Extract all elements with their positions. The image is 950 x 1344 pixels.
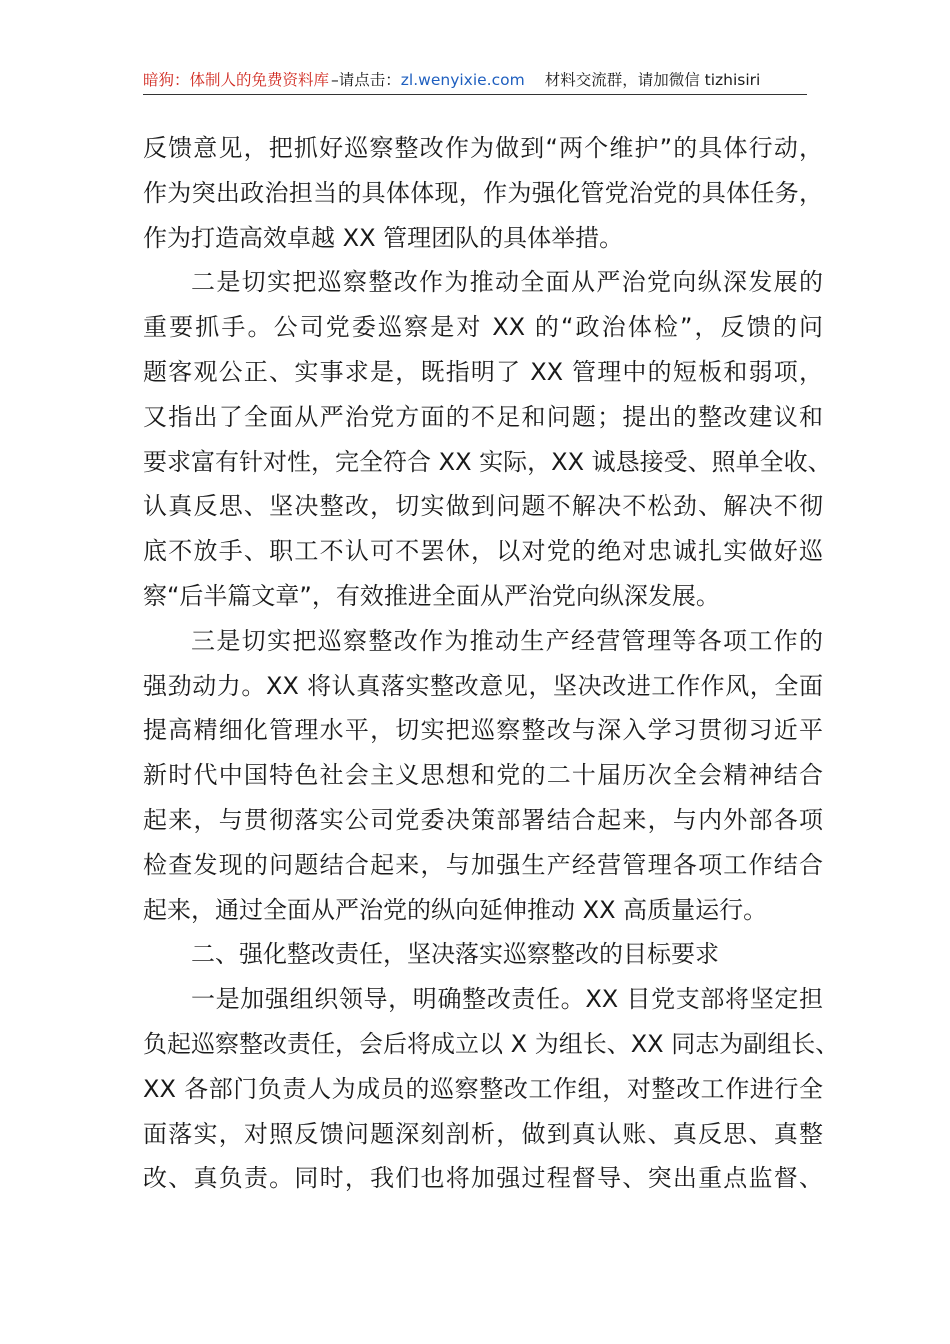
text-line: 面落实，对照反馈问题深刻剖析，做到真认账、真反思、真整 — [143, 1119, 823, 1148]
text-line: 起来，与贯彻落实公司党委决策部署结合起来，与内外部各项 — [143, 805, 823, 834]
text-line: 检查发现的问题结合起来，与加强生产经营管理各项工作结合 — [143, 850, 823, 879]
header-url-link[interactable]: zl.wenyixie.com — [400, 71, 525, 89]
text-line: 察“后半篇文章”，有效推进全面从严治党向纵深发展。 — [143, 581, 720, 610]
text-line: 提高精细化管理水平，切实把巡察整改与深入学习贯彻习近平 — [143, 716, 823, 745]
document-body — [143, 126, 840, 1201]
header-click-prompt: –请点击： — [331, 71, 401, 89]
text-line: 三是切实把巡察整改作为推动生产经营管理等各项工作的 — [191, 626, 823, 655]
text-line: 重要抓手。公司党委巡察是对 XX 的“政治体检”，反馈的问 — [143, 313, 823, 342]
text-line: 作为打造高效卓越 XX 管理团队的具体举措。 — [143, 223, 624, 252]
text-line: 起来，通过全面从严治党的纵向延伸推动 XX 高质量运行。 — [143, 895, 768, 924]
text-line: 改、真负责。同时，我们也将加强过程督导、突出重点监督、 — [143, 1164, 823, 1193]
text-line: 二是切实把巡察整改作为推动全面从严治党向纵深发展的 — [191, 268, 823, 297]
text-line: 又指出了全面从严治党方面的不足和问题；提出的整改建议和 — [143, 402, 823, 431]
text-line: 新时代中国特色社会主义思想和党的二十届历次全会精神结合 — [143, 761, 823, 790]
text-line: 一是加强组织领导，明确整改责任。XX 目党支部将坚定担 — [191, 985, 823, 1014]
header-wechat-note: 材料交流群，请加微信 tizhisiri — [544, 71, 761, 89]
text-line: 底不放手、职工不认可不罢休，以对党的绝对忠诚扎实做好巡 — [143, 537, 823, 566]
header-brand: 暗狗：体制人的免费资料库 — [143, 71, 330, 89]
text-line: 认真反思、坚决整改，切实做到问题不解决不松劲、解决不彻 — [143, 492, 823, 521]
text-line: XX 各部门负责人为成员的巡察整改工作组，对整改工作进行全 — [143, 1074, 823, 1103]
text-line: 作为突出政治担当的具体体现，作为强化管党治党的具体任务， — [143, 178, 823, 207]
text-line: 反馈意见，把抓好巡察整改作为做到“两个维护”的具体行动， — [143, 134, 823, 162]
section-heading: 二、强化整改责任，坚决落实巡察整改的目标要求 — [191, 940, 719, 969]
text-line: 题客观公正、实事求是，既指明了 XX 管理中的短板和弱项， — [143, 357, 823, 386]
text-line: 强劲动力。XX 将认真落实整改意见，坚决改进工作作风，全面 — [143, 671, 823, 700]
page-header — [143, 66, 807, 95]
text-line: 负起巡察整改责任，会后将成立以 X 为组长、XX 同志为副组长、 — [143, 1029, 840, 1058]
text-line: 要求富有针对性，完全符合 XX 实际，XX 诚恳接受、照单全收、 — [143, 447, 832, 476]
